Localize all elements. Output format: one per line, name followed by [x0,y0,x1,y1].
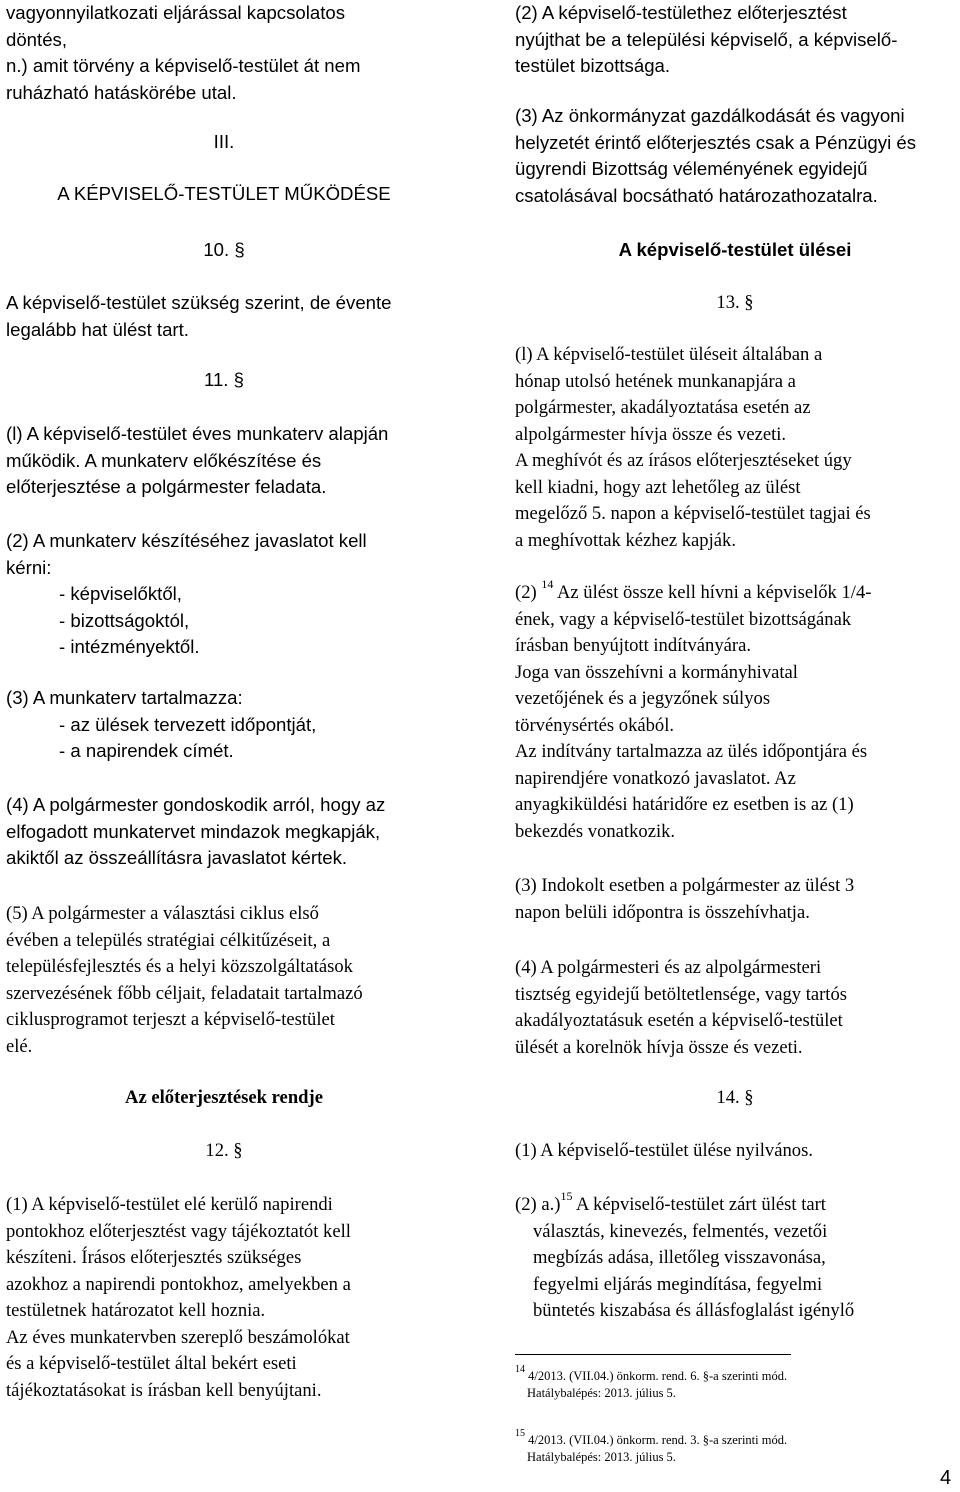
footnote-ref-14[interactable]: 14 [541,576,554,591]
section-13-paragraph-3: (3) Indokolt esetben a polgármester az ülést 3 napon belüli időpontra is összehívhatja. [515,875,855,923]
subtitle-testulet-ulesei: A képviselő-testület ülései [618,239,852,260]
subtitle-eloterjesztesek-rendje: Az előterjesztések rendje [125,1087,323,1108]
footnote-ref-15[interactable]: 15 [560,1188,573,1203]
section-14-paragraph-2: (2) a.)$^{15}$ A képviselő-testület zárt ülést tart választás, kinevezés, felmentés, vezetői megbízás adása, illetőleg visszavonása, fegyelmi eljárás megindítása, fegyelmi büntetés kiszabása és állásfoglalást igénylő [515,1188,855,1321]
chapter-title: A KÉPVISELŐ-TESTÜLET MŰKÖDÉSE [57,183,391,204]
section-14-paragraph-1: (1) A képviselő-testület ülése nyilvános. [515,1140,813,1161]
section-11-paragraph-1: (l) A képviselő-testület éves munkaterv alapján működik. A munkaterv előkészítése és előterjesztése a polgármester feladata. [6,423,389,497]
section-12-paragraph-1: (1) A képviselő-testület elé kerülő napirendi pontokhoz előterjesztést vagy tájékoztatót kell készíteni. Írásos előterjesztés szükséges azokhoz a napirendi pontokhoz, amelyekben a testületnek határozatot kell hoznia. Az éves munkatervben szereplő beszámolókat és a képviselő-testület által bekért eseti tájékoztatásokat is írásban kell benyújtani. [6,1194,351,1401]
intro-text: vagyonnyilatkozati eljárással kapcsolatos döntés, n.) amit törvény a képviselő-testület át nem ruházható hatáskörébe utal. [6,2,361,103]
section-11-paragraph-2: (2) A munkaterv készítéséhez javaslatot kell kérni: - képviselőktől, - bizottságoktól, - intézményektől. [6,530,367,657]
section-11-paragraph-5: (5) A polgármester a választási ciklus első évében a település stratégiai célkitűzéseit, a településfejlesztés és a helyi közszolgáltatások szervezésének főbb céljait, feladatait tartalmazó ciklusprogramot terjeszt a képviselő-testület elé. [6,903,363,1057]
section-12-heading: 12. § [205,1140,243,1161]
section-13-paragraph-4: (4) A polgármesteri és az alpolgármesteri tisztség egyidejű betöltetlensége, vagy tartós akadályoztatásuk esetén a képviselő-testület ülését a korelnök hívja össze és vezeti. [515,957,848,1058]
section-13-paragraph-2: (2) $^{14}$ Az ülést össze kell hívni a képviselők 1/4- ének, vagy a képviselő-testület bizottságának írásban benyújtott indítványára. Joga van összehívni a kormányhivatal vezetőjének és a jegyzőnek súlyos törvénysértés okából. Az indítvány tartalmazza az ülés időpontjára és napirendjére vonatkozó javaslatot. Az anyagkiküldési határidőre ez esetben is az (1) bekezdés vonatkozik. [515,576,872,842]
section-13-heading: 13. § [716,292,754,313]
section-11-paragraph-4: (4) A polgármester gondoskodik arról, hogy az elfogadott munkatervet mindazok megkapják, akiktől az összeállításra javaslatot kértek. [6,794,386,868]
footnote-separator [515,1354,791,1355]
section-10-text: A képviselő-testület szükség szerint, de évente legalább hat ülést tart. [6,292,392,340]
section-10-heading: 10. § [203,239,245,260]
footnote-15: $^{15}$ 4/2013. (VII.04.) önkorm. rend. 3. §-a szerinti mód. Hatálybalépés: 2013. július 5. [515,1427,788,1464]
chapter-number: III. [213,131,235,152]
section-13-paragraph-1: (l) A képviselő-testület üléseit általában a hónap utolsó hetének munkanapjára a polgármester, akadályoztatása esetén az alpolgármester hívja össze és vezeti. A meghívót és az írásos előterjesztéseket úgy kell kiadni, hogy azt lehetőleg az ülést megelőző 5. napon a képviselő-testület tagjai és a meghívottak kézhez kapják. [515,344,871,551]
page-number: 4 [940,1467,952,1489]
section-12-paragraph-2: (2) A képviselő-testülethez előterjesztést nyújthat be a települési képviselő, a képviselő- testület bizottsága. [515,2,898,76]
section-14-heading: 14. § [716,1087,754,1108]
section-11-paragraph-3: (3) A munkaterv tartalmazza: - az ülések tervezett időpontját, - a napirendek címét. [6,687,317,761]
section-11-heading: 11. § [204,369,244,390]
section-12-paragraph-3: (3) Az önkormányzat gazdálkodását és vagyoni helyzetét érintő előterjesztés csak a Pénzügyi és ügyrendi Bizottság véleményének egyidejű csatolásával bocsátható határozathozatalra. [515,105,917,206]
footnote-14: $^{14}$ 4/2013. (VII.04.) önkorm. rend. 6. §-a szerinti mód. Hatálybalépés: 2013. július 5. [515,1363,788,1400]
